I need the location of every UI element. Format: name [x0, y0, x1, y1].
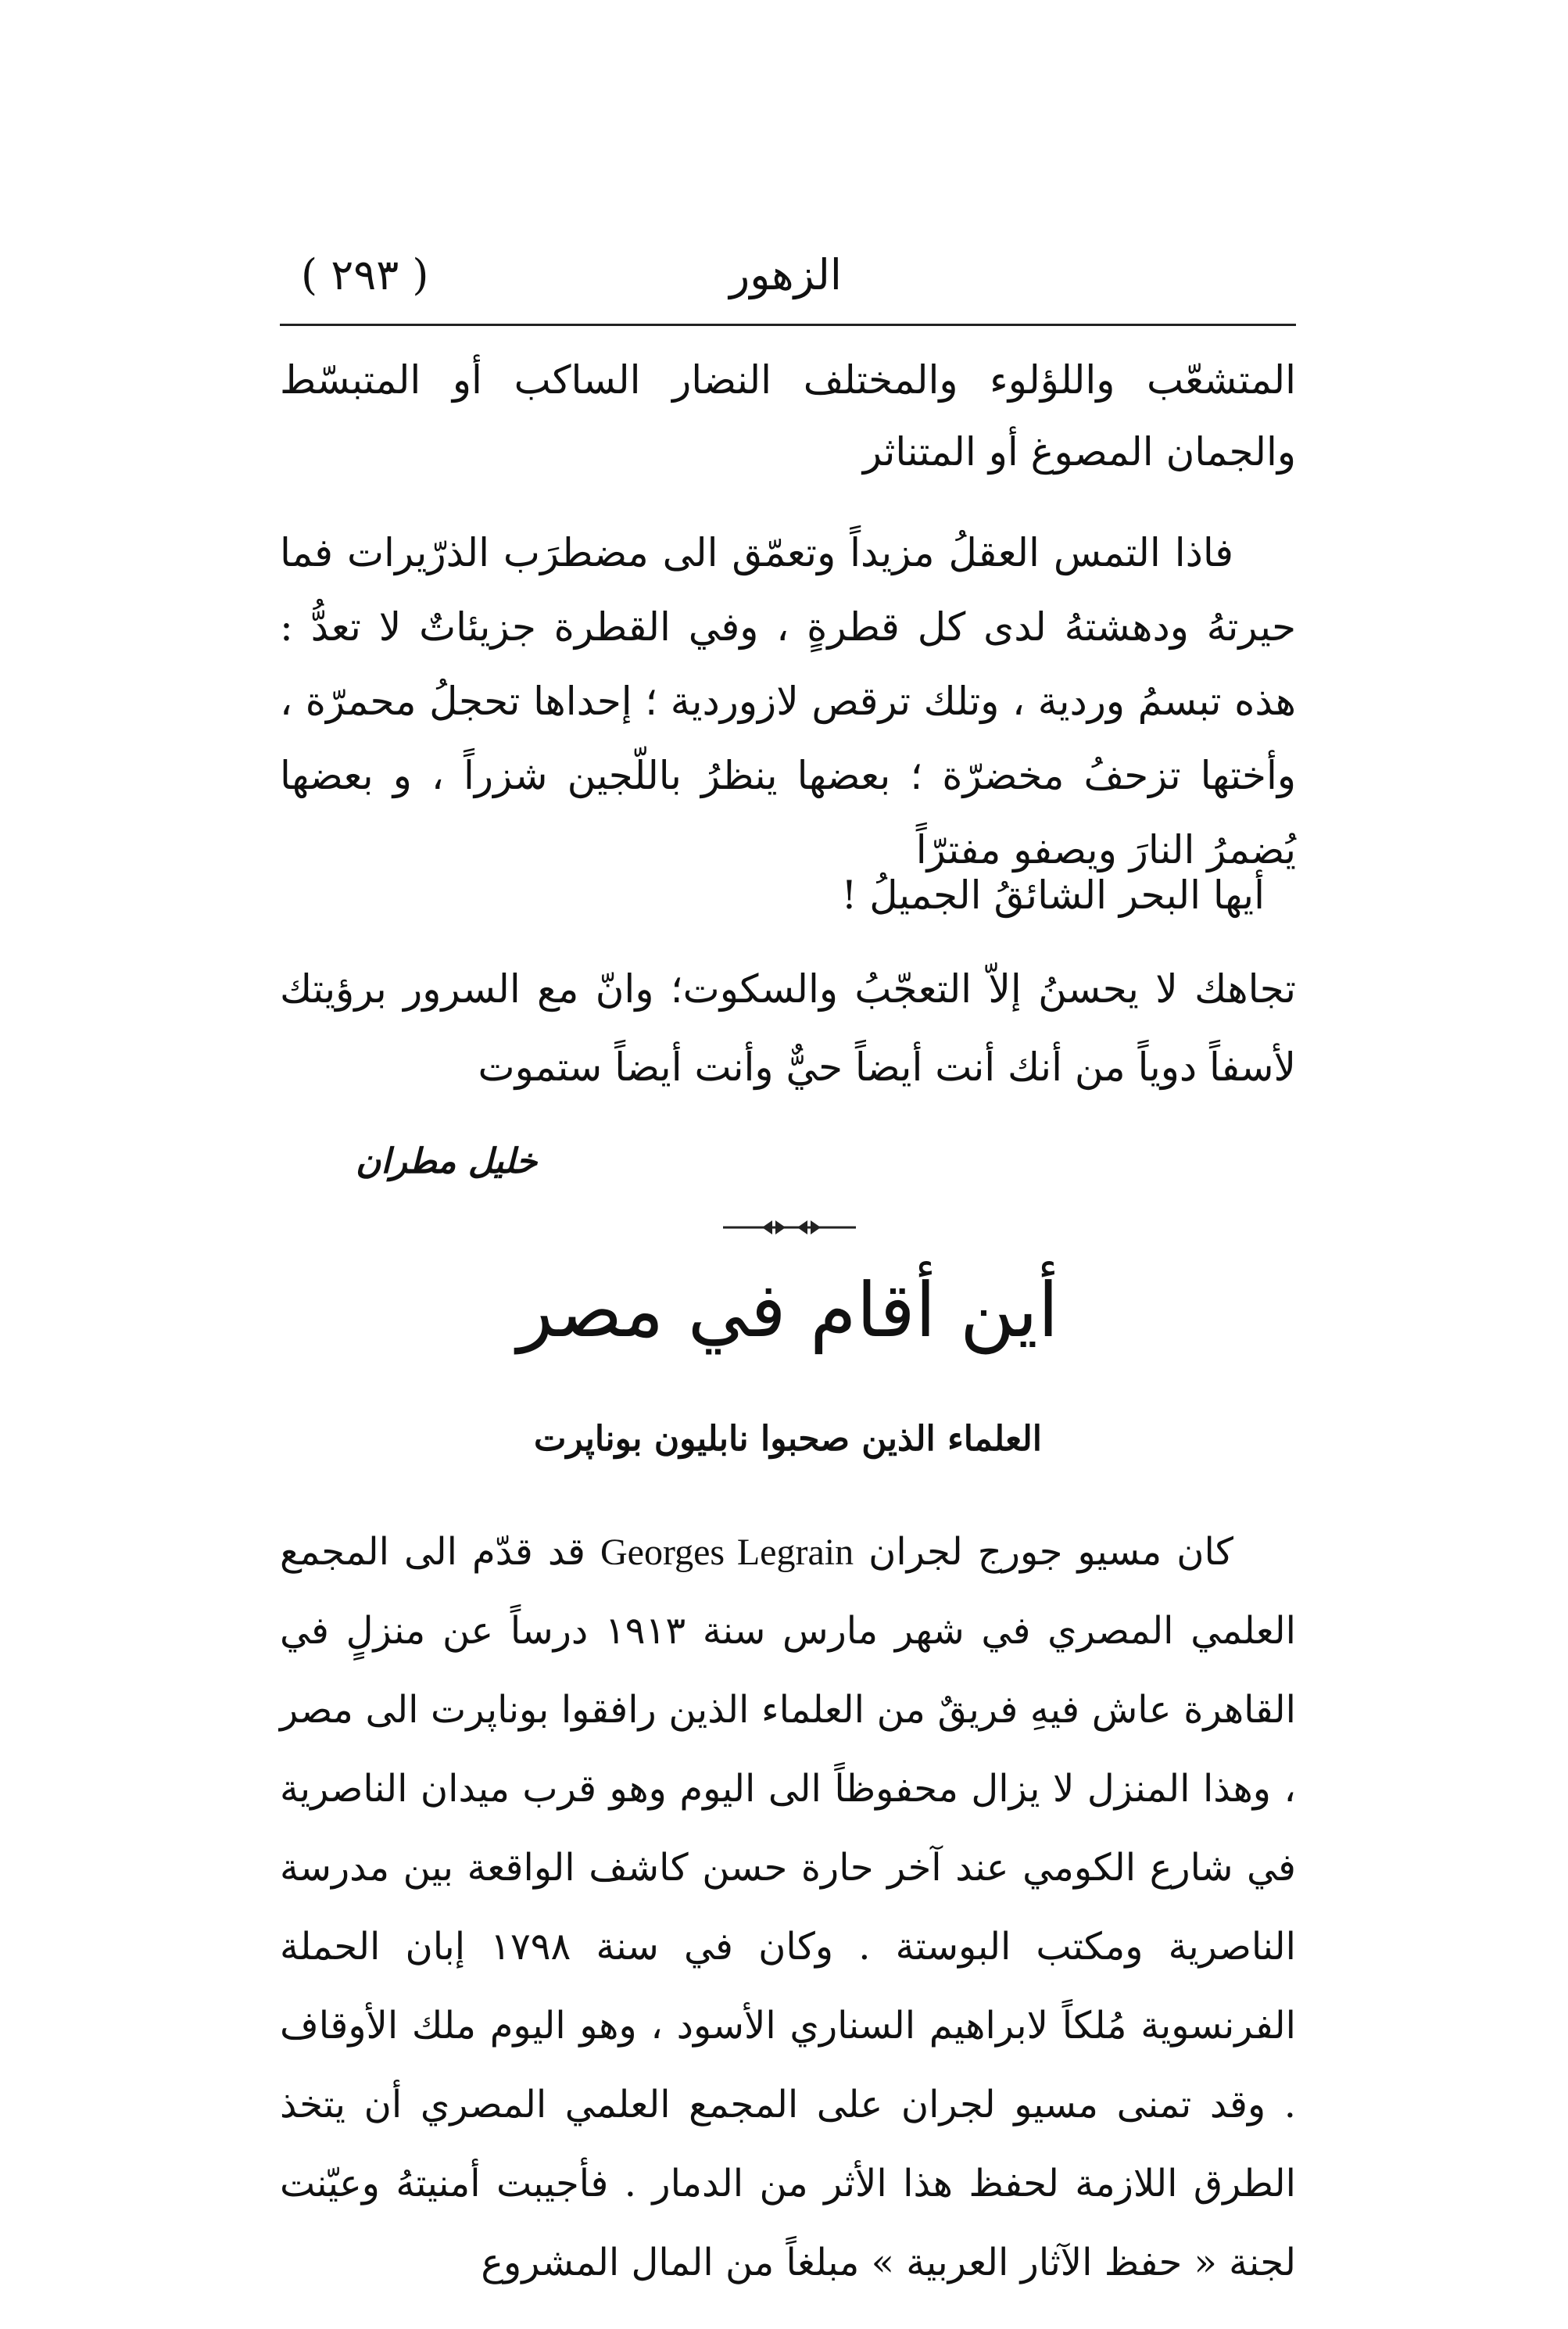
running-header: [277, 244, 1294, 314]
paragraph-3-rest: قد قدّم الى المجمع العلمي المصري في شهر مارس سنة ۱۹۱۳ درساً عن منزلٍ في القاهرة عاش فيهِ فريقٌ من العلماء الذين رافقوا بوناپرت الى مصر ، وهذا المنزل لا يزال محفوظاً الى اليوم وهو قرب ميدان الناصرية في شارع الكومي عند آخر حارة حسن كاشف الواقعة بين مدرسة الناصرية ومكتب البوستة . وكان في سنة ۱۷۹۸ إبان الحملة الفرنسوية مُلكاً لابراهيم السناري الأسود ، وهو اليوم ملك الأوقاف . وقد تمنى مسيو لجران على المجمع العلمي المصري أن يتخذ الطرق اللازمة لحفظ هذا الأثر من الدمار . فأجيبت أمنيتهُ وعيّنت لجنة « حفظ الآثار العربية » مبلغاً من المال المشروع: [280, 1530, 1297, 2284]
page-number: ( ۲۹۳ ): [301, 250, 429, 299]
verse-2: تجاهك لا يحسنُ إلاّ التعجّبُ والسكوت؛ وانّ مع السرور برؤيتك لأسفاً دوياً من أنك أنت أيضاً حيٌّ وأنت أيضاً ستموت: [280, 966, 1296, 1090]
article-title: أين أقام في مصر: [517, 1267, 1059, 1354]
paragraph-3-start: كان مسيو جورج لجران: [868, 1530, 1233, 1574]
paragraph-3: [280, 1513, 1296, 2302]
paragraph-2: فاذا التمس العقلُ مزيداً وتعمّق الى مضطرَب الذرّيرات فما حيرتهُ ودهشتهُ لدى كل قطرةٍ ، وفي القطرة جزيئاتٌ لا تعدُّ : هذه تبسمُ وردية ، وتلك ترقص لازوردية ؛ إحداها تحجلُ محمرّة ، وأختها تزحفُ مخضرّة ؛ بعضها ينظرُ باللّجين شزراً ، و بعضها يُضمرُ النارَ ويصفو مفترّاً: [280, 530, 1296, 872]
latin-name: Georges Legrain: [600, 1532, 854, 1573]
paragraph-1: المتشعّب واللؤلوء والمختلف النضار الساكب أو المتبسّط والجمان المصوغ أو المتناثر: [280, 357, 1296, 475]
running-title: الزهور: [729, 250, 842, 299]
header-rule: [280, 324, 1296, 326]
section-ornament: [719, 1216, 860, 1239]
verse-1: أيها البحر الشائقُ الجميلُ !: [841, 872, 1265, 918]
article-subtitle: العلماء الذين صحبوا نابليون بوناپرت: [533, 1419, 1043, 1459]
author-signature: خليل مطران: [356, 1141, 538, 1181]
